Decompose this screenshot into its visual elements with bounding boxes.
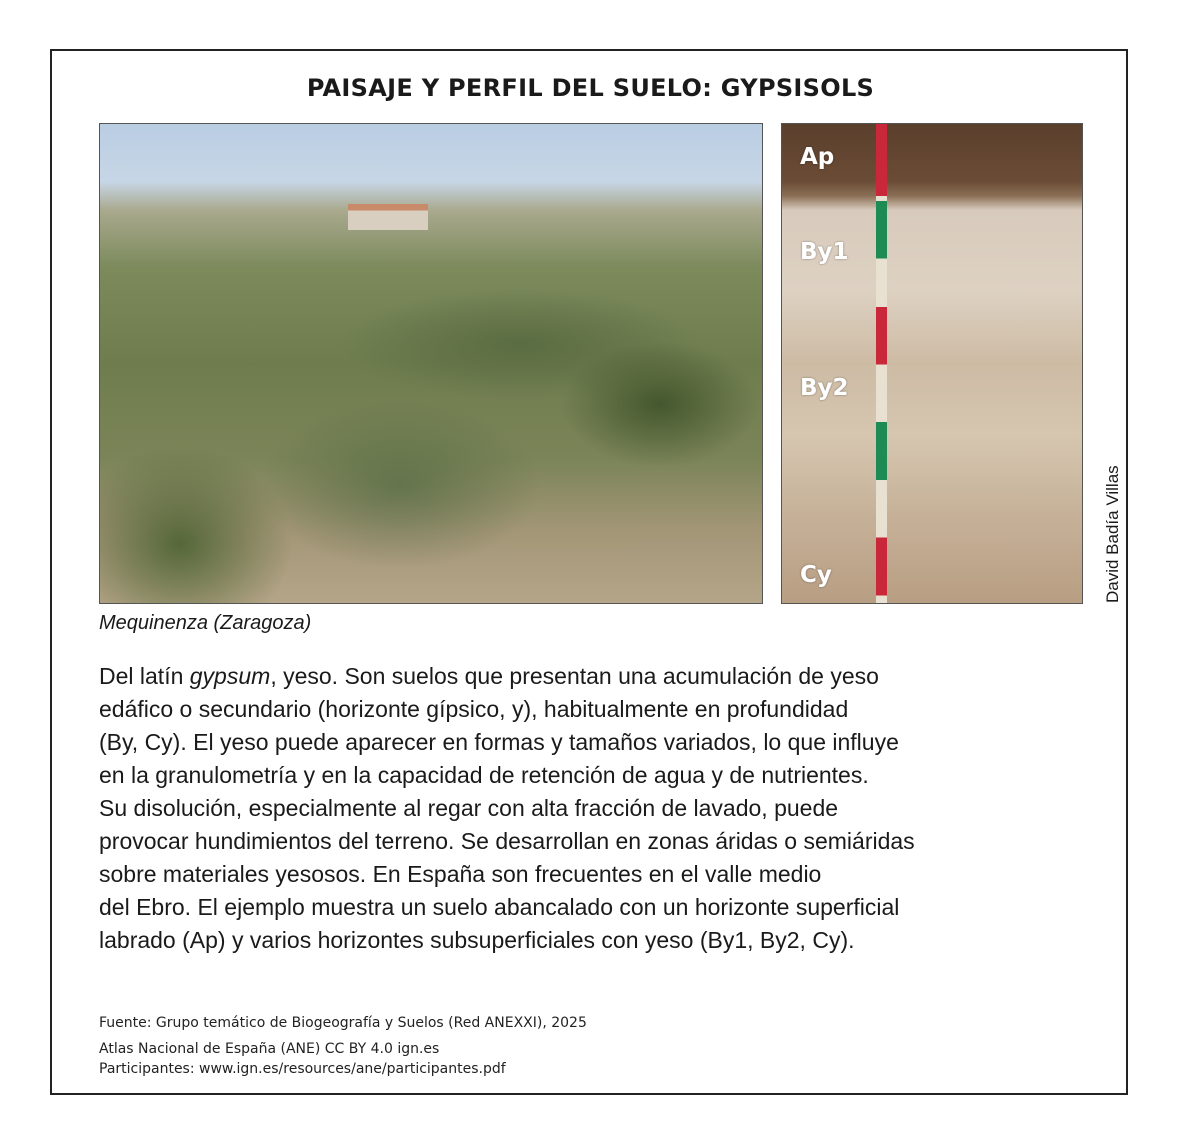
photo-caption: Mequinenza (Zaragoza) — [99, 612, 312, 634]
body-line: provocar hundimientos del terreno. Se desarrollan en zonas áridas o semiáridas — [99, 828, 915, 854]
horizon-label-by2: By2 — [800, 375, 849, 401]
body-line-1 — [99, 660, 1099, 693]
horizon-label-ap: Ap — [800, 144, 835, 170]
footer-source: Fuente: Grupo temático de Biogeografía y Suelos (Red ANEXXI), 2025 — [99, 1015, 587, 1031]
body-line: edáfico o secundario (horizonte gípsico, y), habitualmente en profundidad — [99, 696, 849, 722]
body-line-1-pre: Del latín — [99, 663, 190, 689]
page-title: PAISAJE Y PERFIL DEL SUELO: GYPSISOLS — [306, 74, 875, 102]
landscape-photo — [99, 123, 763, 604]
footer-license: Atlas Nacional de España (ANE) CC BY 4.0 ign.es — [99, 1041, 440, 1057]
body-line-1-post: , yeso. Son suelos que presentan una acumulación de yeso — [270, 663, 879, 689]
description-text — [99, 660, 1099, 957]
soil-profile-photo — [781, 123, 1083, 604]
body-line: labrado (Ap) y varios horizontes subsuperficiales con yeso (By1, By2, Cy). — [99, 927, 855, 953]
body-line: en la granulometría y en la capacidad de retención de agua y de nutrientes. — [99, 762, 869, 788]
body-line: (By, Cy). El yeso puede aparecer en formas y tamaños variados, lo que influye — [99, 729, 899, 755]
body-line: del Ebro. El ejemplo muestra un suelo abancalado con un horizonte superficial — [99, 894, 900, 920]
measuring-ruler — [876, 124, 887, 604]
body-line-1-em: gypsum — [189, 663, 271, 689]
farmhouse-shape — [348, 204, 428, 230]
horizon-label-by1: By1 — [800, 239, 849, 265]
body-line: Su disolución, especialmente al regar con alta fracción de lavado, puede — [99, 795, 839, 821]
body-line: sobre materiales yesosos. En España son frecuentes en el valle medio — [99, 861, 822, 887]
photo-credit: David Badía Villas — [1103, 465, 1122, 603]
horizon-label-cy: Cy — [800, 562, 832, 588]
footer-participants: Participantes: www.ign.es/resources/ane/participantes.pdf — [99, 1061, 506, 1077]
